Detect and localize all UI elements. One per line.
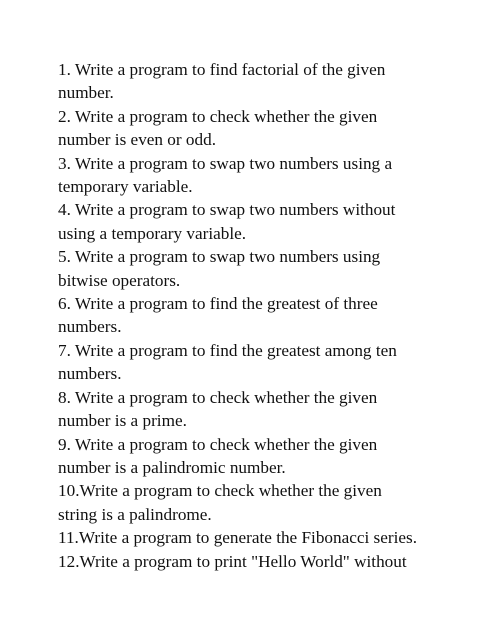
exercise-item-7-line-2: numbers. (58, 364, 122, 384)
exercise-item-10-line-1: 10.Write a program to check whether the given (58, 481, 382, 501)
exercise-item-2-line-1: 2. Write a program to check whether the given (58, 106, 378, 126)
exercise-item-7-line-1: 7. Write a program to find the greatest among ten (58, 340, 397, 360)
exercise-item-1-line-2: number. (58, 83, 114, 103)
exercise-item-4-line-2: using a temporary variable. (58, 223, 247, 243)
exercise-item-12-line-1: 12.Write a program to print "Hello World" without (58, 551, 407, 571)
exercise-item-8 (58, 386, 438, 433)
exercise-item-4-line-1: 4. Write a program to swap two numbers without (58, 200, 396, 220)
exercise-item-1 (58, 58, 438, 105)
exercise-item-3 (58, 152, 438, 199)
exercise-item-10 (58, 479, 438, 526)
exercise-item-5-line-2: bitwise operators. (58, 270, 181, 290)
exercise-item-12 (58, 550, 438, 573)
exercise-item-8-line-2: number is a prime. (58, 411, 187, 431)
exercise-item-5 (58, 245, 438, 292)
exercise-item-6 (58, 292, 438, 339)
exercise-item-7 (58, 339, 438, 386)
exercise-list (58, 58, 438, 573)
exercise-item-5-line-1: 5. Write a program to swap two numbers using (58, 247, 381, 267)
exercise-item-6-line-1: 6. Write a program to find the greatest of three (58, 294, 378, 314)
exercise-item-11 (58, 526, 438, 549)
exercise-item-3-line-2: temporary variable. (58, 177, 193, 197)
exercise-item-9-line-2: number is a palindromic number. (58, 457, 286, 477)
exercise-item-1-line-1: 1. Write a program to find factorial of the given (58, 60, 386, 79)
exercise-item-6-line-2: numbers. (58, 317, 122, 337)
exercise-item-8-line-1: 8. Write a program to check whether the given (58, 387, 378, 407)
exercise-item-2 (58, 105, 438, 152)
exercise-item-11-line-1: 11.Write a program to generate the Fibonacci series. (58, 528, 417, 548)
exercise-item-9-line-1: 9. Write a program to check whether the given (58, 434, 378, 454)
exercise-item-4 (58, 198, 438, 245)
exercise-item-9 (58, 433, 438, 480)
exercise-item-10-line-2: string is a palindrome. (58, 504, 212, 524)
exercise-item-2-line-2: number is even or odd. (58, 130, 216, 150)
exercise-item-3-line-1: 3. Write a program to swap two numbers using a (58, 153, 393, 173)
